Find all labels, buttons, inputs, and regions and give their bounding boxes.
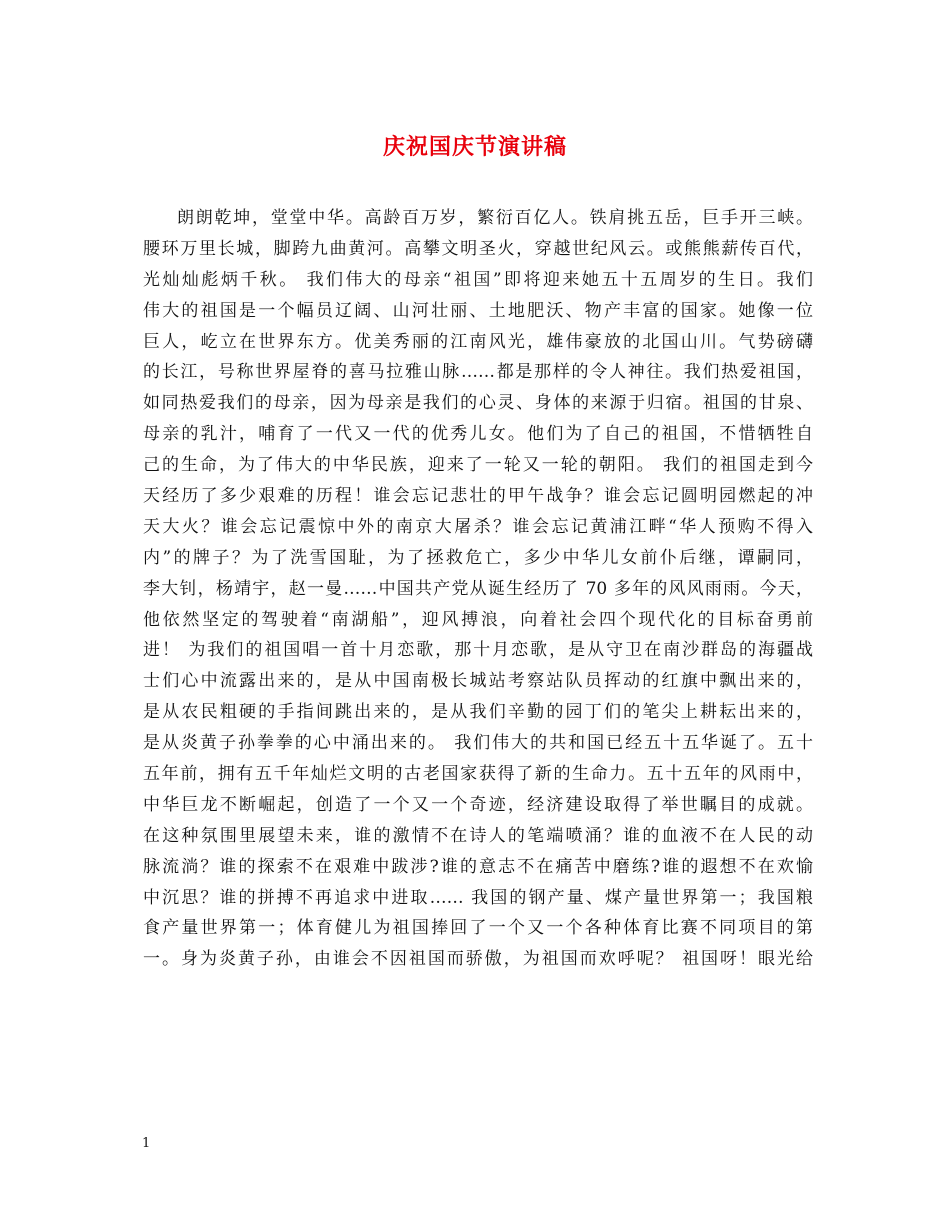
text-line: 光灿灿彪炳千秋。 我们伟大的母亲“祖国”即将迎来她五十五周岁的生日。我们 <box>143 269 813 290</box>
text-line: 脉流淌？谁的探索不在艰难中跋涉?谁的意志不在痛苦中磨练?谁的遐想不在欢愉 <box>143 856 813 877</box>
text-line: 食产量世界第一；体育健儿为祖国捧回了一个又一个各种体育比赛不同项目的第 <box>143 918 813 939</box>
text-line: 伟大的祖国是一个幅员辽阔、山河壮丽、土地肥沃、物产丰富的国家。她像一位 <box>143 300 813 321</box>
text-line: 巨人，屹立在世界东方。优美秀丽的江南风光，雄伟豪放的北国山川。气势磅礴 <box>143 331 813 352</box>
text-line: 他依然坚定的驾驶着“南湖船”，迎风搏浪，向着社会四个现代化的目标奋勇前 <box>143 609 813 630</box>
text-line: 是从农民粗硬的手指间跳出来的，是从我们辛勤的园丁们的笔尖上耕耘出来的， <box>143 702 813 723</box>
text-line: 天经历了多少艰难的历程！谁会忘记悲壮的甲午战争？谁会忘记圆明园燃起的冲 <box>143 486 813 507</box>
body-text <box>143 203 813 975</box>
text-line: 是从炎黄子孙拳拳的心中涌出来的。 我们伟大的共和国已经五十五华诞了。五十 <box>143 733 813 754</box>
text-line: 天大火？谁会忘记震惊中外的南京大屠杀？谁会忘记黄浦江畔“华人预购不得入 <box>143 516 813 537</box>
text-line: 在这种氛围里展望未来，谁的激情不在诗人的笔端喷涌？谁的血液不在人民的动 <box>143 825 813 846</box>
text-line: 腰环万里长城，脚跨九曲黄河。高攀文明圣火，穿越世纪风云。或熊熊薪传百代， <box>143 238 813 259</box>
text-line: 中华巨龙不断崛起，创造了一个又一个奇迹，经济建设取得了举世瞩目的成就。 <box>143 794 813 815</box>
text-line: 如同热爱我们的母亲，因为母亲是我们的心灵、身体的来源于归宿。祖国的甘泉、 <box>143 393 813 414</box>
page-number: 1 <box>142 1136 151 1151</box>
text-line: 朗朗乾坤，堂堂中华。高龄百万岁，繁衍百亿人。铁肩挑五岳，巨手开三峡。 <box>177 208 813 228</box>
text-line: 五年前，拥有五千年灿烂文明的古老国家获得了新的生命力。五十五年的风雨中， <box>143 764 813 785</box>
text-line: 母亲的乳汁，哺育了一代又一代的优秀儿女。他们为了自己的祖国，不惜牺牲自 <box>143 424 813 445</box>
page-title: 庆祝国庆节演讲稿 <box>382 134 567 160</box>
text-line: 李大钊，杨靖宇，赵一曼……中国共产党从诞生经历了 70 多年的风风雨雨。今天， <box>143 578 813 599</box>
text-line: 进！ 为我们的祖国唱一首十月恋歌，那十月恋歌，是从守卫在南沙群岛的海疆战 <box>143 640 813 661</box>
text-line: 一。身为炎黄子孙，由谁会不因祖国而骄傲，为祖国而欢呼呢？ 祖国呀！眼光给 <box>143 949 813 970</box>
text-line: 内”的牌子？为了洗雪国耻，为了拯救危亡，多少中华儿女前仆后继，谭嗣同， <box>143 547 813 568</box>
text-line: 的长江，号称世界屋脊的喜马拉雅山脉……都是那样的令人神往。我们热爱祖国， <box>143 362 813 383</box>
text-line: 己的生命，为了伟大的中华民族，迎来了一轮又一轮的朝阳。 我们的祖国走到今 <box>143 455 813 476</box>
text-line: 士们心中流露出来的，是从中国南极长城站考察站队员挥动的红旗中飘出来的， <box>143 671 813 692</box>
text-line: 中沉思？谁的拼搏不再追求中进取…… 我国的钢产量、煤产量世界第一；我国粮 <box>143 887 813 908</box>
